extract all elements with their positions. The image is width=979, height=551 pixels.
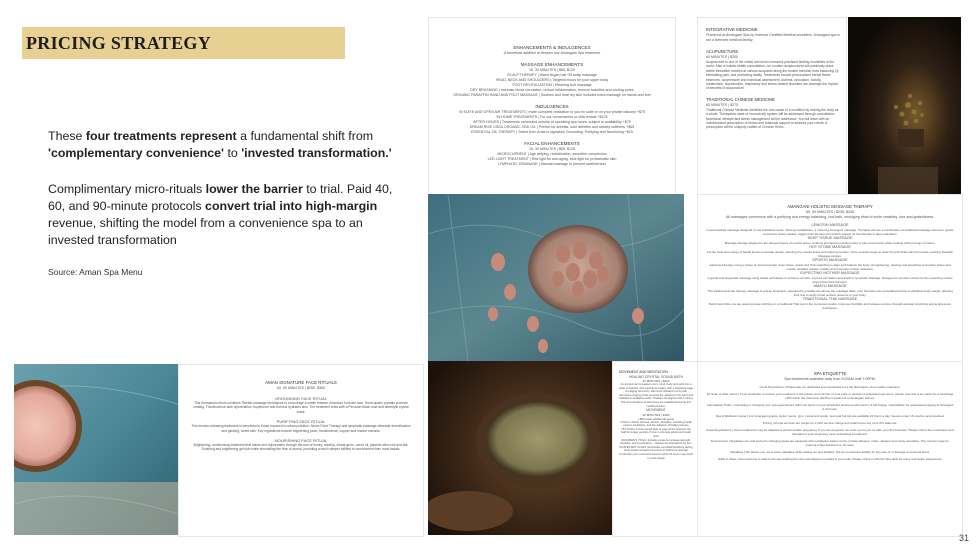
mas-item-title: AMAYU MASSAGE [813,283,847,288]
p2-text-1: Complimentary micro-rituals [48,182,206,196]
mov-sec2: MOVEMENT [646,408,666,413]
mas-item-title: TRADITIONAL THAI MASSAGE [802,296,858,301]
int-heading: INTEGRATIVE MEDICINE [706,27,758,32]
eti-line: Spa & Wellness Center | For Amangani guests, locker rooms, gym, movement studio, pool and hot tub are available 24 hours a day. Guests under 16 must be accompanied. [715,413,945,418]
enh-line: IN-HOME TREATMENTS | For our homeowners or villa rentals +$125 [496,115,608,119]
paragraph-2 [48,181,408,249]
face-price: 60, 90 MINUTES | $250, $360 [276,386,326,390]
mas-item-title: DEEP TISSUE MASSAGE [807,235,853,240]
mas-item-text: Advanced therapy using a fusion of neuromuscular, deep tissue, assist and Thai stretching to align and balance the body, strengthening, relaxing and stretching connective tissue and muscle. Enables greater mobility and promotes muscle relaxation. [709,262,951,271]
eti-line: Environment | Separate men and women's changing areas are equipped with eucalyptus steam rooms, private showers, robes, slippers and vanity amenities. The minimum age for entering a Spa treatment is 16 years. [711,438,949,447]
p2-bold-2: convert trial into high-margin [205,199,378,213]
mas-item-title: LEMOSIN MASSAGE [811,222,849,227]
mas-item-text: Performed while you are wearing loose clothing on a traditional Thai mat in the movement studio. Improves flexibility and releases tension through assisted stretching and acupressure techniques. [708,301,952,310]
enh-line: HEAD, NECK AND SHOULDERS | Targeted focus for your upper body [495,78,609,82]
enh-line: IN SUITE AND OPEN AIR TREATMENTS | Invite complete relaxation to you en suite or on your private balcony +$75 [458,110,646,114]
rosebud-bowl-photo [428,194,684,361]
enh-sec1-price: 15, 30 MINUTES | $65, $120 [528,68,576,72]
eti-line: Covid Precautions | Please ask our dedicated spa coordinator for a full description of our safety measures. [759,384,901,389]
enh-sec2: INDULGENCES [535,104,569,109]
eti-line: Pricing | All spa services are subject to a 22% service charge and retail items may incur 6% sales tax. [762,420,898,425]
mas-item-text: This traditional Aman therapy massage is a deep bodywork, supported by parallel two-above-the-massage table, your therapist uses gravitational force to distribute body weight, allowing their feet to apply broad surface pressure to your body. [707,288,953,297]
mas-item-text: A gentle and supported massage using tested techniques to enhance comfort, improve circulation and assist in lymphatic drainage. Designed to provide comfort for the expecting mother beyond her third trimester. [707,275,953,284]
integrative-menu [697,17,847,196]
eti-line: Valuables | We advise you not to wear valuables while visiting our spa facilities. We do not assume liability for any loss of or damage to personal items. [730,449,930,454]
mov-sec1-text: An ancient tool to awaken one's mind, body and spirit into a state of balance, this experience begins with a cleansing sage smudging ceremony. Harmonic vibrations of Crystal Gemstone singing bowls promote the quieting of the mind and facilitate a meditative state. Chakras are aligned with a tuning fork and intentions of well-being are established during this mindful practice. [619,383,693,408]
eti-hours: Spa treatments available daily from 9:00AM until 7:00PM. [784,376,876,381]
mas-item-title: SPORTS MASSAGE [812,257,848,262]
p2-text-2: to trial. Paid 40, 60, and 90-minute protocols [48,182,393,213]
source-note: Source: Aman Spa Menu [48,267,143,277]
acu-price: 60 MINUTES | $300 [706,55,739,59]
eti-line: Expecting Mothers | Some treatments may be adapted to accommodate pregnancy. If you are pregnant, we invite you to join us after your first trimester. Please inform the coordinator and therapist of your pregnancy upon scheduling a treatment. [706,427,954,436]
enh-sec3: FACIAL ENHANCEMENTS [524,141,580,146]
p1-bold-2: 'complementary convenience' [48,146,224,160]
tcm-price: 60 MINUTES | $275 [706,102,739,107]
mas-item-text: Let the heat and energy of basalt stones penetrate deeply, warming the muscle tissue and relieving tension. Once muscles begin to relax the technician will incorporate soothing Swedish Massage strokes. [707,249,953,258]
candle-plant-photo [848,17,961,194]
acu-title: ACUPUNCTURE [706,49,739,54]
p1-text-3: to [224,146,242,160]
mas-intro: All massages commence with a purifying and energy balancing, foot bath, smudging ritual to invite creativity, love and gratefulness. [725,214,935,219]
eti-line: En Suite or After Hours | If you would like to receive your treatment in the privacy and comfort of your suite or outside of scheduled spa hours, please note this is an option for a surcharge +$75 within the hotel and +$125 per treatment at Amangani Homes. [706,391,954,400]
enh-line: ORGANIC PARAFFIN HAND AND FOOT MASSAGE | Soothes and heal dry skin includes extra massage on hands and feet [453,93,651,97]
mas-price: 60, 90 MINUTES | $235, $345 [805,209,855,214]
face-item-text: This tension-releasing treatment is beneficial to those exposed to urban pollution. Nerve Point Therapy and lymphatic massage stimulate detoxification and glowing, toned skin. Key ingredients include brightening pearl, frankincense, copper and marine extracts. [191,424,411,433]
p1-bold-1: four treatments represent [85,129,237,143]
face-item-text: This therapeutic ritual combines Tibetan massage techniques to encourage a subtle release of tension from the face. Rose quartz crystals promote healing. Frankincense aids rejuvenation, bupleurum and borneol hydrates skin. The treatment ends with a Peruvian black mud and amethyst crystal mask. [193,401,409,414]
herb-bowl-photo [428,361,612,535]
enh-line: LED LIGHT TREATMENT | Red light for anti-aging, blue light for problematic skin [487,157,617,161]
p1-bold-3: 'invested transformation.' [241,146,392,160]
enh-line: ESSENTIAL OIL THERAPY | Select from Aman's signature Grounding, Purifying and Nourishing +$15 [471,130,633,134]
page-number: 31 [958,533,969,543]
face-menu [178,364,424,537]
mov-line: PILATES MAT CLASS | Emphasis controlled breathing during body weight resisted movement to build core strength [619,445,693,453]
movement-menu [612,361,698,537]
etiquette-menu [697,361,963,537]
mov-sec1-price: 60 MINUTES | $200 [642,379,670,383]
enh-line: DREAM RISE USDA ORGANIC CBD OIL | Perfect for arthritis, sore athletes and anxiety sufferers +$55 [469,125,635,129]
enhancements-menu [428,17,676,196]
face-item-title: GROUNDING FACE RITUAL [275,396,327,401]
mov-footer: Customize your movement session within 24 hours may result in a full charge [619,453,693,460]
eti-line: Cancellation Policy | Canceling or changing your spa appointment within six hours of your scheduled treatment will result in a full charge. Cancellation for guaranteed staying at Amangani is 24 hours. [706,402,954,411]
tcm-text: Traditional Chinese Medicine identifies the root cause of a condition by looking the body as a whole. Therapeutic state of excessively system will be addressed through consultation. Nutritional, lifestyle and stress management will be addressed. You will leave with an individualized prescription of herbal and botanical support to address your needs. A prescription will be uniquely crafted of Chinese Herbs. [706,107,839,130]
p1-text-2: a fundamental shift from [236,129,374,143]
tcm-title: TRADITIONAL CHINESE MEDICINE [706,96,775,102]
enh-sec3-price: 15, 30 MINUTES | $55, $125 [528,147,576,151]
mas-item-text: A personalized massage designed to suit individual needs, infusing revitalization, a nurturing Amangani massage. Therapist will use a combination of traditional massage elements, gentle connective tissue release, trigger point therapy and stretch release for the ultimate in deep relaxation. [706,227,954,236]
face-item-text: Brightening, moisturizing treatment that calms and rejuvenates through the use of honey, rosehip, wheat germ, carrot oil, jasmine stem cell and silk. Soothing and brightening gel skin while stimulating the flow of aroma, providing a much deeper fulfilled to nourishment than most facials. [193,443,409,452]
face-item-title: PURIFYING FACE RITUAL [276,419,326,425]
mov-line: YIN YOGA | A slow-paced style of yoga which postures are held for longer periods of time to promote advanced breath work [621,427,691,439]
mov-sec2-price: 60 MINUTES | $180 [642,412,670,417]
mas-heading: AMANGANI HOLISTIC MASSAGE THERAPY [787,204,873,209]
mas-item-title: EXPECTING MOTHER MASSAGE [800,270,860,275]
p1-text-1: These [48,129,86,143]
mov-line: YOGA | A Hindu spiritual, ascetic, discipline, including breath control, meditation, and the adoption of bodily postures [620,420,692,428]
acu-text: Acupuncture is one of the oldest and most commonly practiced healing modalities in the world. After a holistic health consultation, our modern acupuncturist will painlessly place sterile threadlike needles at various acupoints along the bodies meridian lines balancing Qi, eliminating pain, and promoting vitality. Treatments include personalized herbal flower essences, acupressure and individual assessment. Asthma, circulation, toxicity, metabolism, reproduction, respiratory and stress-related disorders are amongst the myriad of benefits of acupuncture. [706,60,840,91]
enh-line: LYMPHATIC DRAINAGE | Manual massage to prevent swelliveness [497,162,607,166]
enh-line: SCALP THERAPY | Warm Argan hair Oil scalp massage [507,73,597,77]
slide-title: PRICING STRATEGY [26,33,211,53]
mov-sec2-sub: +$45 each additional guest [638,416,674,421]
eti-heading: SPA ETIQUETTE [813,371,847,376]
mov-line: CHILDREN'S YOGA | Includes poses to increase strength, flexibility, and coordination – classes are intended to be fun! [620,438,692,446]
massage-menu [697,194,963,363]
eti-line: What to Wear | Feel welcome to walk to the spa wearing the robe and slippers provided in your suite. Please check in with the Spa desk for a key and locker assignment. [717,456,943,461]
p2-bold-1: lower the barrier [205,182,303,196]
enh-line: MICROCURRENT | Age defying, revitalization, smoother complexion [497,152,607,156]
mas-item-title: HOT STONE MASSAGE [809,244,851,249]
salt-bowl-photo [14,364,178,535]
enh-line: AFTER HOURS | Treatments scheduled outside of operating spa hours, subject to availability +$75 [473,120,631,124]
mov-heading: MOVEMENT AND MEDITATION [619,370,668,374]
face-item-title: NOURISHING FACE RITUAL [274,438,328,444]
face-heading: AMAN SIGNATURE FACE RITUALS [265,380,337,385]
mov-sec1: HEALING CRYSTAL SOUND BATH [629,374,683,379]
enh-sec1: MASSAGE ENHANCEMENTS [520,62,584,67]
enh-line: DRY BRUSHING | Increase blood circulation, reduce inflammation, remove toxicities and circling pores [470,88,634,92]
paragraph-1 [48,128,408,162]
p2-text-3: revenue, shifting the model from a convenience spa to an invested transformation [48,216,363,247]
enh-sub: A beneficial addition to deepen any Amangani Spa treatment [503,51,601,55]
mas-item-text: Massage therapy targeted to the deepest layers of muscle tissue, tendons and fascia providing relief of pain and tension while creating further range of motion. [724,240,936,245]
enh-heading: ENHANCEMENTS & INDULGENCES [513,45,591,50]
int-intro: Practiced at Amangani Spa by external Certified Medical providers. Amangani spa is not a licensed medical facility. [706,33,840,42]
enh-line: FOOT REVITALIZATION | Relaxing foot massage [512,83,592,87]
